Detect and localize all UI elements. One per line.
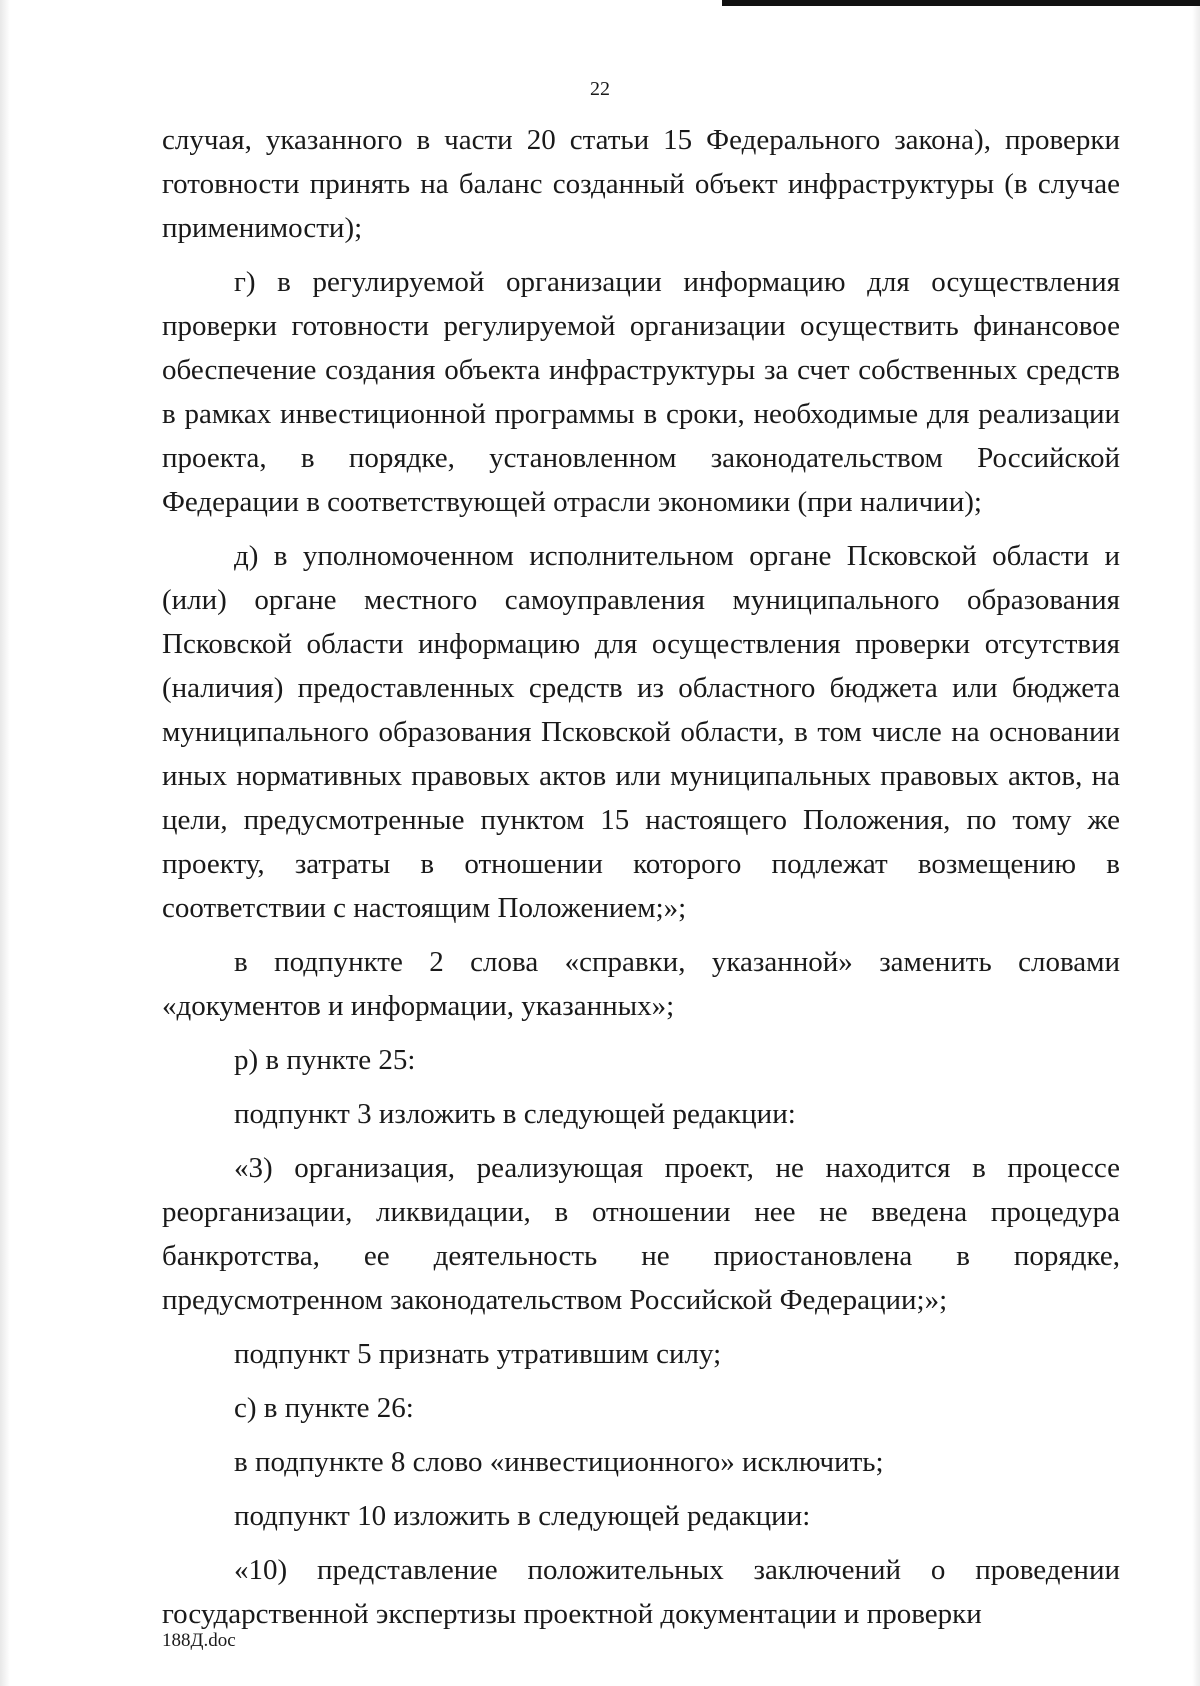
paragraph-subpoint-8: в подпункте 8 слово «инвестиционного» исключить; — [234, 1446, 884, 1478]
paragraph-item-s: с) в пункте 26: — [234, 1392, 414, 1424]
paragraph-subpoint-10-text: «10) представление положительных заключений о проведении государственной экспертизы проектной документации и проверки — [162, 1554, 1120, 1630]
paragraph-continuation: случая, указанного в части 20 статьи 15 Федерального закона), проверки готовности принять на баланс созданный объект инфраструктуры (в случае применимости); — [162, 124, 1120, 244]
paragraph-subpoint-3-intro: подпункт 3 изложить в следующей редакции: — [234, 1098, 796, 1130]
paragraph-subpoint-10-intro: подпункт 10 изложить в следующей редакции: — [234, 1500, 811, 1532]
paragraph-item-d: д) в уполномоченном исполнительном органе Псковской области и (или) органе местного самоуправления муниципального образования Псковской области информацию для осуществления проверки отсутствия (наличия) предоставленных средств из областного бюджета или бюджета муниципального образования Псковской области, в том числе на основании иных нормативных правовых актов или муниципальных правовых актов, на цели, предусмотренные пунктом 15 настоящего Положения, по тому же проекту, затраты в отношении которого подлежат возмещению в соответствии с настоящим Положением;»; — [162, 540, 1120, 924]
paragraph-item-r: р) в пункте 25: — [234, 1044, 416, 1076]
page-number: 22 — [590, 78, 610, 100]
top-rule — [722, 0, 1200, 6]
paragraph-subpoint-5: подпункт 5 признать утратившим силу; — [234, 1338, 722, 1370]
scan-edge-right — [1192, 0, 1200, 1686]
paragraph-subpoint-2: в подпункте 2 слова «справки, указанной» заменить словами «документов и информации, указанных»; — [162, 946, 1120, 1022]
paragraph-item-g: г) в регулируемой организации информацию для осуществления проверки готовности регулируемой организации осуществить финансовое обеспечение создания объекта инфраструктуры за счет собственных средств в рамках инвестиционной программы в сроки, необходимые для реализации проекта, в порядке, установленном законодательством Российской Федерации в соответствующей отрасли экономики (при наличии); — [162, 266, 1120, 518]
paragraph-subpoint-3-text: «3) организация, реализующая проект, не находится в процессе реорганизации, ликвидации, в отношении нее не введена процедура банкротства, ее деятельность не приостановлена в порядке, предусмотренном законодательством Российской Федерации;»; — [162, 1152, 1120, 1316]
footer-filename: 188Д.doc — [162, 1630, 236, 1651]
scan-edge-left — [0, 0, 10, 1686]
body-text — [162, 118, 1120, 1646]
